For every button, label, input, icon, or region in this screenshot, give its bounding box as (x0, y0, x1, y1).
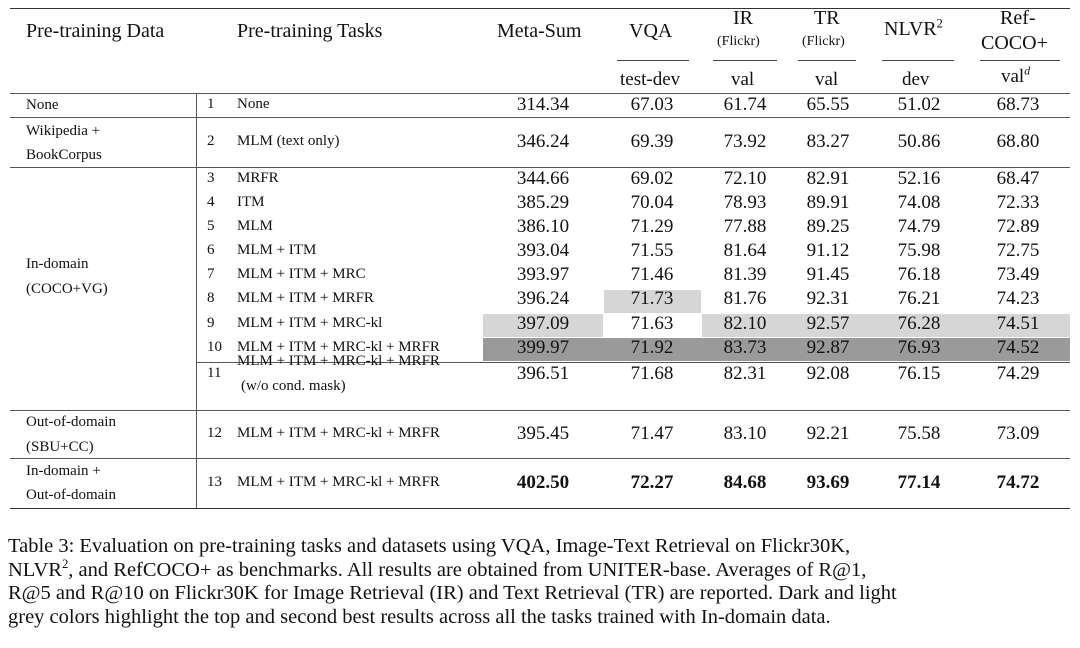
cell-ir: 78.93 (723, 192, 767, 213)
cell-meta: 393.04 (516, 240, 570, 261)
cell-nlvr: 76.93 (897, 337, 941, 358)
pretraining-task: MLM + ITM + MRC-kl + MRFR (237, 425, 440, 441)
split-nlvr: dev (902, 69, 930, 90)
cell-nlvr: 76.15 (897, 363, 941, 384)
cell-ref: 73.09 (996, 423, 1040, 444)
cell-tr: 89.25 (806, 216, 850, 237)
cell-vqa: 69.02 (630, 168, 674, 189)
rule-ir (713, 60, 777, 61)
group-both-l2: Out-of-domain (26, 487, 116, 503)
pretraining-task: MLM (text only) (237, 133, 340, 149)
cell-meta: 396.24 (516, 288, 570, 309)
rule-after-12 (10, 458, 1070, 459)
cell-ir: 61.74 (723, 94, 767, 115)
cell-meta: 344.66 (516, 168, 570, 189)
row-number: 5 (207, 218, 215, 234)
pretraining-task: None (237, 96, 270, 112)
cell-ir: 73.92 (723, 131, 767, 152)
row-number: 6 (207, 242, 215, 258)
row-number: 10 (207, 339, 222, 355)
cell-ref: 74.72 (996, 472, 1040, 493)
cell-ir: 81.64 (723, 240, 767, 261)
cell-nlvr: 76.18 (897, 264, 941, 285)
cell-tr: 92.08 (806, 363, 850, 384)
header-ir: IR (733, 7, 753, 29)
split-ir: val (731, 69, 755, 90)
rule-top (10, 8, 1070, 9)
cell-ir: 83.10 (723, 423, 767, 444)
split-vqa: test-dev (620, 69, 681, 90)
header-ref-line1: Ref- (1000, 7, 1036, 29)
cell-vqa: 67.03 (630, 94, 674, 115)
cell-ref: 72.89 (996, 216, 1040, 237)
cell-ref: 74.52 (996, 337, 1040, 358)
cell-tr: 83.27 (806, 131, 850, 152)
pretraining-task: MLM + ITM (237, 242, 317, 258)
row-number: 2 (207, 133, 215, 149)
pretraining-task: ITM (237, 194, 265, 210)
cell-ir: 72.10 (723, 168, 767, 189)
cell-meta: 386.10 (516, 216, 570, 237)
row-number: 9 (207, 315, 215, 331)
cell-vqa: 71.92 (630, 337, 674, 358)
group-wiki-l1: Wikipedia + (26, 123, 101, 139)
cell-meta: 346.24 (516, 131, 570, 152)
cell-vqa: 72.27 (630, 472, 674, 493)
cell-meta: 396.51 (516, 363, 570, 384)
cell-ir: 82.31 (723, 363, 767, 384)
pretraining-task-note: (w/o cond. mask) (241, 378, 346, 394)
cell-meta: 399.97 (516, 337, 570, 358)
cell-ir: 83.73 (723, 337, 767, 358)
row-number: 1 (207, 96, 215, 112)
pretraining-task: MLM + ITM + MRFR (237, 290, 374, 306)
pretraining-task: MLM + ITM + MRC-kl + MRFR (237, 353, 440, 369)
cell-tr: 91.45 (806, 264, 850, 285)
cell-vqa: 71.29 (630, 216, 674, 237)
rule-after-1 (10, 117, 1070, 118)
header-tr-sub: (Flickr) (802, 34, 845, 49)
caption-line-3: R@5 and R@10 on Flickr30K for Image Retrieval (IR) and Text Retrieval (TR) are reported. Dark and light (8, 582, 897, 605)
pretraining-task: MLM (237, 218, 273, 234)
cell-tr: 89.91 (806, 192, 850, 213)
cell-vqa: 71.46 (630, 264, 674, 285)
pretraining-task: MLM + ITM + MRC-kl + MRFR (237, 474, 440, 490)
cell-tr: 82.91 (806, 168, 850, 189)
cell-ir: 81.76 (723, 288, 767, 309)
rule-tr (798, 60, 856, 61)
table-caption (8, 535, 1074, 629)
caption-line-4: grey colors highlight the top and second best results across all the tasks trained with In-domain data. (8, 605, 831, 628)
split-tr: val (815, 69, 839, 90)
cell-tr: 91.12 (806, 240, 850, 261)
cell-vqa: 71.47 (630, 423, 674, 444)
pretraining-task: MLM + ITM + MRC-kl + MRFR (237, 339, 440, 355)
cell-ref: 74.51 (996, 313, 1040, 334)
pretraining-task: MRFR (237, 170, 279, 186)
cell-vqa: 71.55 (630, 240, 674, 261)
row-number: 8 (207, 290, 215, 306)
cell-ref: 74.23 (996, 288, 1040, 309)
cell-nlvr: 76.28 (897, 313, 941, 334)
row-number: 4 (207, 194, 215, 210)
cell-ref: 68.80 (996, 131, 1040, 152)
group-indomain-l1: In-domain (26, 256, 89, 272)
rule-vqa (617, 60, 689, 61)
pretraining-task: MLM + ITM + MRC-kl (237, 315, 383, 331)
header-pretraining-data: Pre-training Data (26, 20, 165, 42)
cell-meta: 385.29 (516, 192, 570, 213)
header-ir-sub: (Flickr) (717, 34, 760, 49)
header-ref-line2: COCO+ (981, 32, 1048, 54)
pretraining-task: MLM + ITM + MRC (237, 266, 366, 282)
cell-tr: 93.69 (806, 472, 850, 493)
cell-ir: 82.10 (723, 313, 767, 334)
cell-meta: 314.34 (516, 94, 570, 115)
caption-line-2: NLVR$^2$, and RefCOCO+ as benchmarks. All results are obtained from UNITER-base. Averages of R@1, (8, 556, 867, 581)
cell-vqa: 71.68 (630, 363, 674, 384)
rule-after-11 (10, 410, 1070, 411)
row-number: 7 (207, 266, 215, 282)
header-vqa: VQA (629, 20, 673, 42)
cell-meta: 395.45 (516, 423, 570, 444)
cell-nlvr: 74.79 (897, 216, 941, 237)
cell-ref: 72.75 (996, 240, 1040, 261)
cell-ir: 84.68 (723, 472, 767, 493)
cell-tr: 92.31 (806, 288, 850, 309)
cell-vqa: 69.39 (630, 131, 674, 152)
cell-nlvr: 77.14 (897, 472, 941, 493)
group-outdomain-l2: (SBU+CC) (26, 439, 94, 455)
cell-tr: 92.57 (806, 313, 850, 334)
split-ref: val$^d$ (1001, 64, 1031, 87)
header-nlvr: NLVR$^2$ (884, 16, 943, 40)
group-both-l1: In-domain + (26, 463, 101, 479)
cell-nlvr: 50.86 (897, 131, 941, 152)
cell-vqa: 71.63 (630, 313, 674, 334)
cell-meta: 393.97 (516, 264, 570, 285)
cell-ref: 72.33 (996, 192, 1040, 213)
cell-nlvr: 75.98 (897, 240, 941, 261)
cell-ref: 68.47 (996, 168, 1040, 189)
rule-bottom (10, 508, 1070, 509)
rule-nlvr (882, 60, 954, 61)
cell-nlvr: 51.02 (897, 94, 941, 115)
row-number: 11 (207, 365, 222, 381)
caption-line-1: Table 3: Evaluation on pre-training tasks and datasets using VQA, Image-Text Retrieval on Flickr30K, (8, 535, 851, 557)
group-indomain-l2: (COCO+VG) (26, 281, 108, 297)
rule-ref (980, 60, 1060, 61)
cell-nlvr: 52.16 (897, 168, 941, 189)
header-meta-sum: Meta-Sum (497, 20, 582, 42)
row-number: 3 (207, 170, 215, 186)
cell-tr: 92.87 (806, 337, 850, 358)
cell-tr: 92.21 (806, 423, 850, 444)
cell-ref: 73.49 (996, 264, 1040, 285)
cell-vqa: 71.73 (630, 288, 674, 309)
row-number: 12 (207, 425, 222, 441)
group-outdomain-l1: Out-of-domain (26, 414, 116, 430)
cell-ref: 68.73 (996, 94, 1040, 115)
cell-tr: 65.55 (806, 94, 850, 115)
row-number: 13 (207, 474, 222, 490)
cell-ref: 74.29 (996, 363, 1040, 384)
cell-vqa: 70.04 (630, 192, 674, 213)
cell-nlvr: 76.21 (897, 288, 941, 309)
group-wiki-l2: BookCorpus (26, 147, 102, 163)
cell-ir: 77.88 (723, 216, 767, 237)
col-separator (196, 93, 197, 508)
cell-ir: 81.39 (723, 264, 767, 285)
header-tr: TR (814, 7, 840, 29)
group-none: None (26, 97, 59, 113)
cell-meta: 402.50 (516, 472, 570, 493)
header-pretraining-tasks: Pre-training Tasks (237, 20, 383, 42)
cell-nlvr: 75.58 (897, 423, 941, 444)
cell-nlvr: 74.08 (897, 192, 941, 213)
cell-meta: 397.09 (516, 313, 570, 334)
